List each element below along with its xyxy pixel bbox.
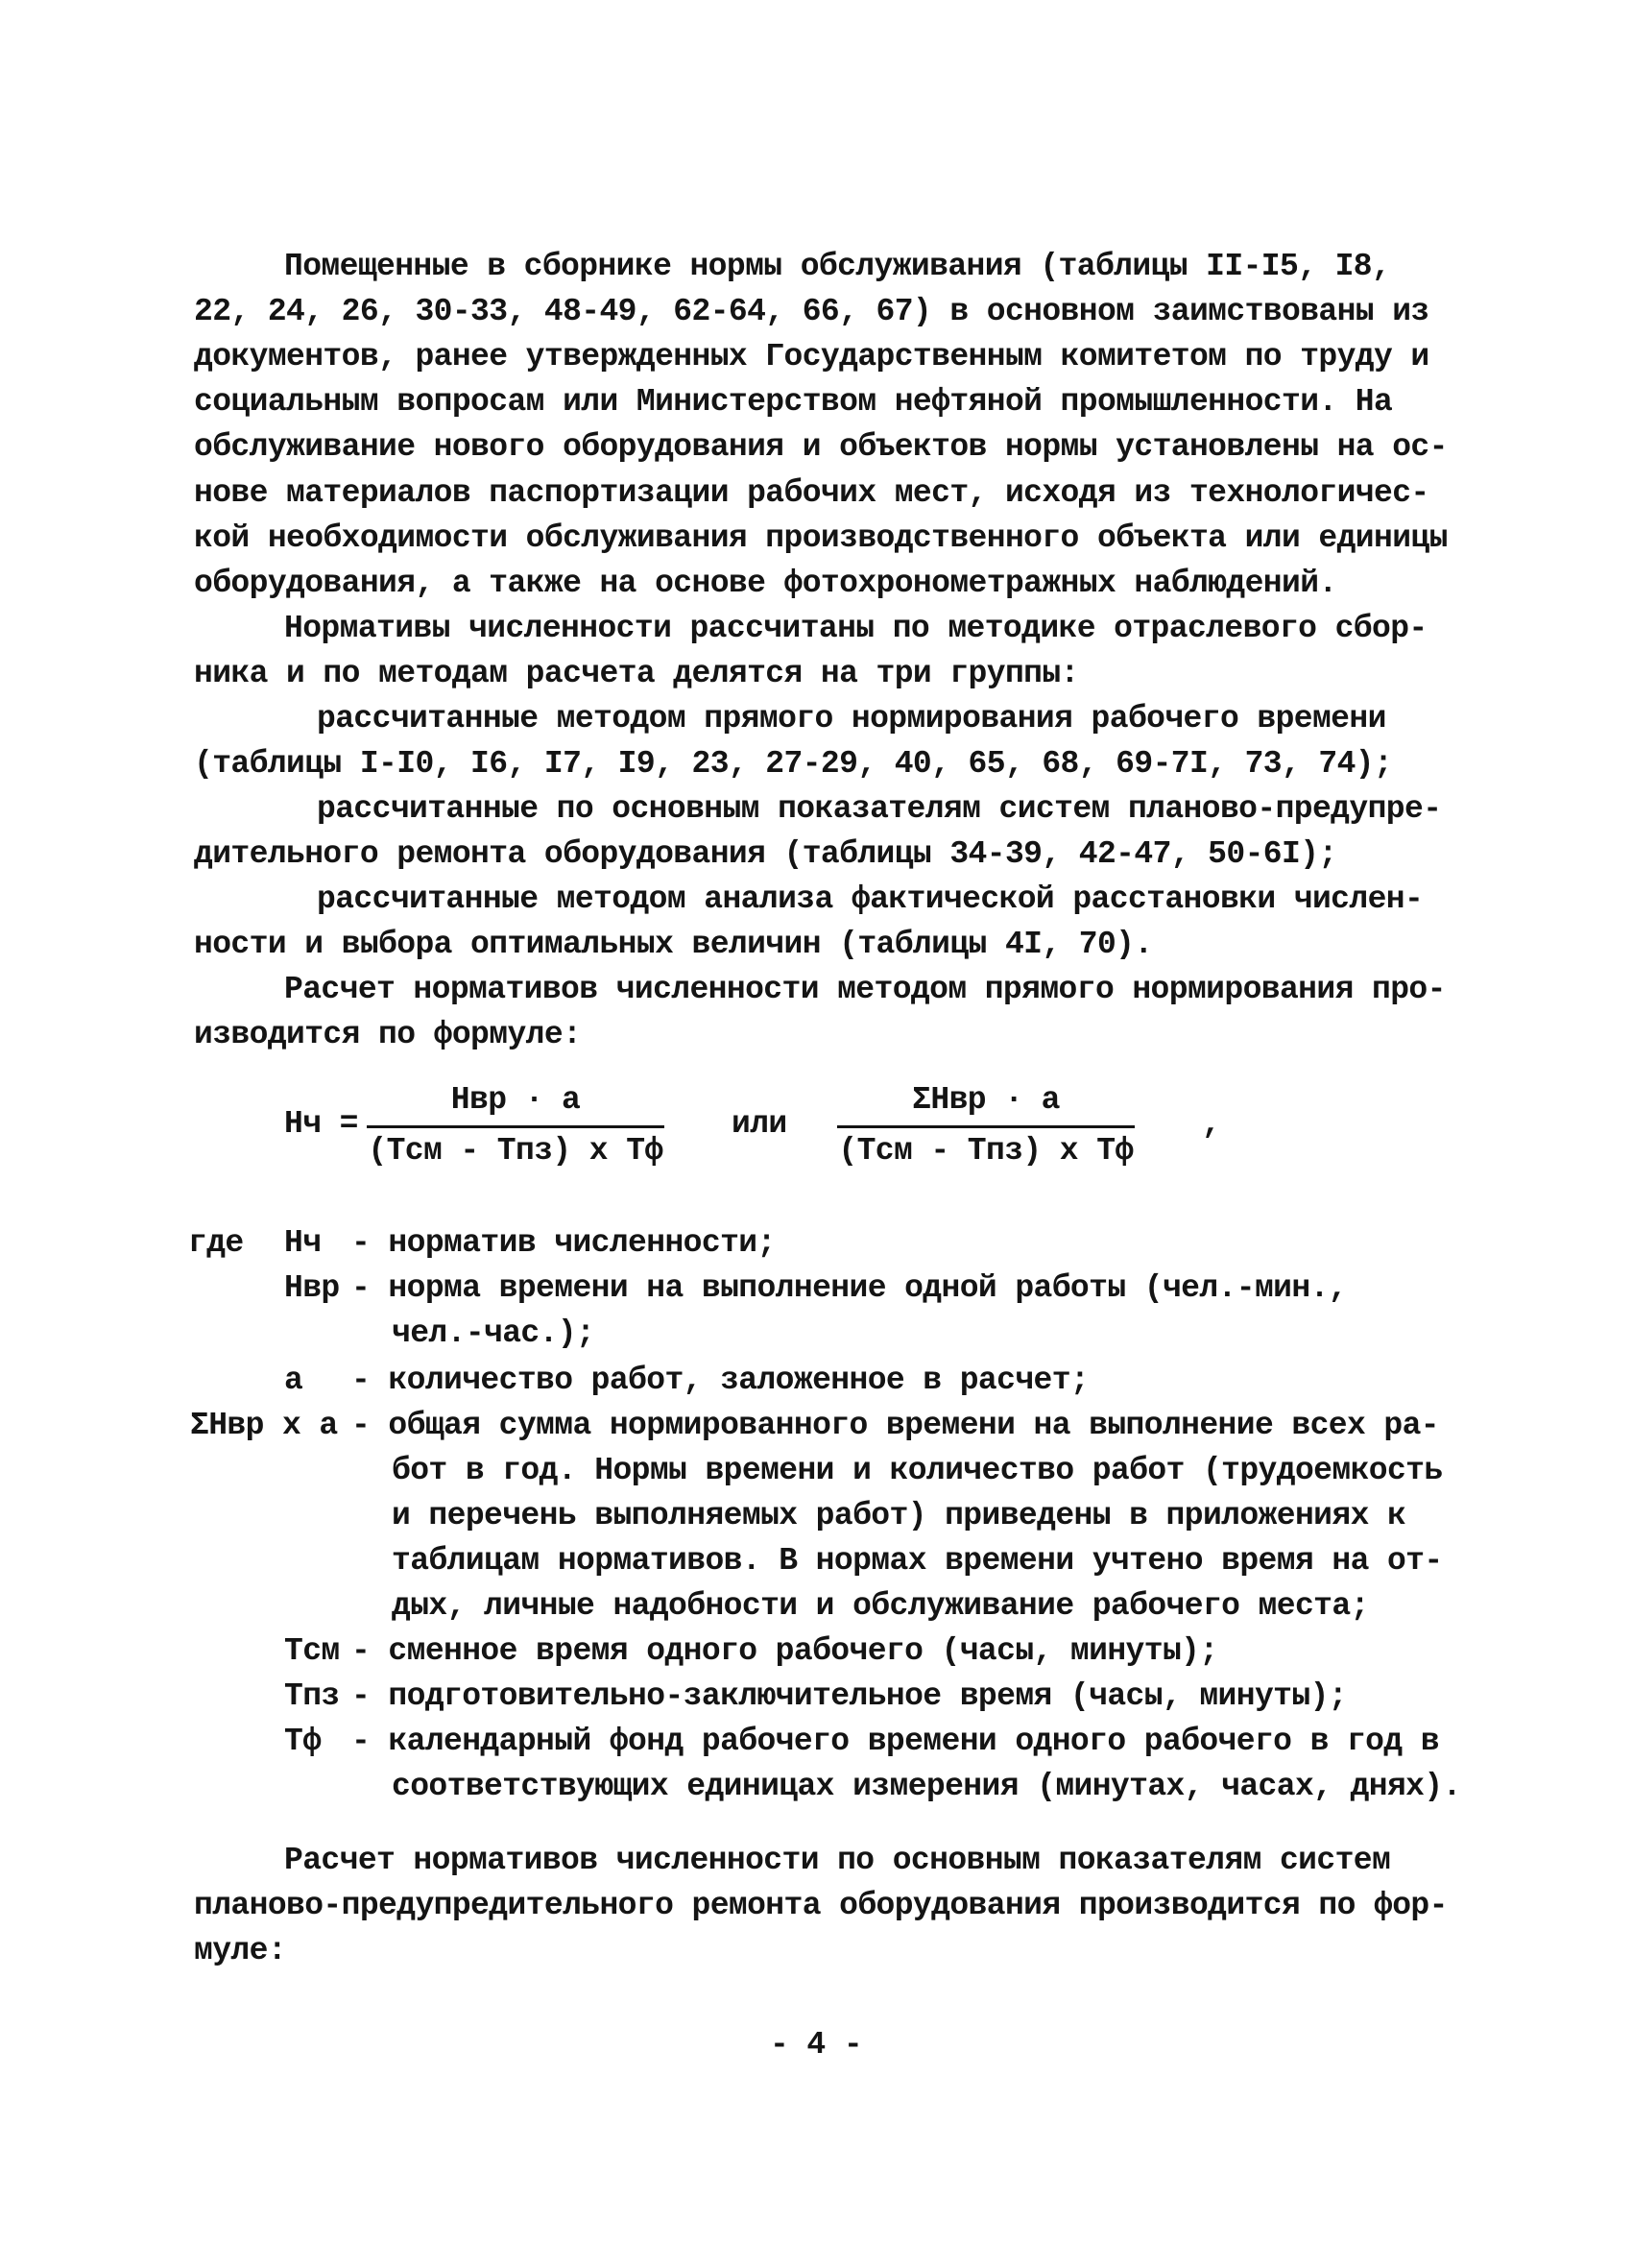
paragraph-1-line: документов, ранее утвержденных Государственным комитетом по труду и (194, 339, 1429, 374)
group-line: рассчитанные методом анализа фактической расстановки числен- (317, 881, 1424, 917)
definition-symbol: Нвр (284, 1270, 340, 1306)
formula-fraction-1 (367, 1081, 664, 1170)
paragraph-2-line: Нормативы численности рассчитаны по методике отраслевого сбор- (284, 611, 1428, 646)
group-line: рассчитанные методом прямого нормирования рабочего времени (317, 701, 1386, 736)
definition-text: соответствующих единицах измерения (минутах, часах, днях). (392, 1769, 1461, 1804)
definition-text: - подготовительно-заключительное время (часы, минуты); (351, 1678, 1347, 1714)
paragraph-4-line: планово-предупредительного ремонта оборудования производится по фор- (194, 1888, 1448, 1923)
formula-comma: , (1202, 1106, 1221, 1142)
definition-text: - сменное время одного рабочего (часы, минуты); (351, 1633, 1218, 1669)
definition-text: таблицам нормативов. В нормах времени учтено время на от- (392, 1543, 1443, 1579)
formula-fraction-2 (837, 1081, 1135, 1170)
definition-text: бот в год. Нормы времени и количество работ (трудоемкость (392, 1453, 1443, 1488)
group-line: рассчитанные по основным показателям систем планово-предупре- (317, 791, 1442, 827)
paragraph-1-line: нове материалов паспортизации рабочих мест, исходя из технологичес- (194, 475, 1429, 511)
definition-symbol: ΣНвр х а (190, 1408, 338, 1443)
definition-text: и перечень выполняемых работ) приведены в приложениях к (392, 1498, 1406, 1533)
paragraph-1-line: Помещенные в сборнике нормы обслуживания (таблицы II-I5, I8, (284, 249, 1391, 284)
paragraph-4-line: Расчет нормативов численности по основным показателям систем (284, 1843, 1391, 1878)
definition-text: чел.-час.); (392, 1315, 595, 1351)
definition-text: - норма времени на выполнение одной работы (чел.-мин., (351, 1270, 1347, 1306)
where-label: где (188, 1225, 244, 1261)
paragraph-1-line: оборудования, а также на основе фотохронометражных наблюдений. (194, 566, 1337, 601)
definition-text: - общая сумма нормированного времени на выполнение всех ра- (351, 1408, 1439, 1443)
definition-text: - норматив численности; (351, 1225, 776, 1261)
formula-or: или (732, 1106, 787, 1142)
definition-symbol: Нч (284, 1225, 322, 1261)
fraction-1-numerator: Нвр · а (367, 1081, 664, 1128)
fraction-2-denominator: (Тсм - Тпз) х Тф (838, 1133, 1134, 1169)
group-line: ности и выбора оптимальных величин (таблицы 4I, 70). (194, 927, 1153, 962)
definition-symbol: Тпз (284, 1678, 340, 1714)
paragraph-1-line: социальным вопросам или Министерством нефтяной промышленности. На (194, 384, 1393, 420)
paragraph-4-line: муле: (194, 1933, 287, 1968)
definition-symbol: а (284, 1363, 303, 1398)
paragraph-1-line: 22, 24, 26, 30-33, 48-49, 62-64, 66, 67) в основном заимствованы из (194, 294, 1429, 329)
definition-symbol: Тсм (284, 1633, 340, 1669)
paragraph-1-line: кой необходимости обслуживания производственного объекта или единицы (194, 520, 1448, 556)
formula-lhs: Нч = (284, 1106, 358, 1142)
definition-text: - количество работ, заложенное в расчет; (351, 1363, 1090, 1398)
definition-symbol: Тф (284, 1724, 322, 1759)
paragraph-3-line: Расчет нормативов численности методом прямого нормирования про- (284, 972, 1446, 1007)
fraction-2-numerator: ΣНвр · а (837, 1081, 1135, 1128)
definition-text: - календарный фонд рабочего времени одного рабочего в год в (351, 1724, 1439, 1759)
paragraph-2-line: ника и по методам расчета делятся на три группы: (194, 656, 1079, 691)
paragraph-3-line: изводится по формуле: (194, 1017, 582, 1052)
group-line: дительного ремонта оборудования (таблицы 34-39, 42-47, 50-6I); (194, 836, 1337, 872)
page-number: - 4 - (770, 2027, 863, 2063)
definition-text: дых, личные надобности и обслуживание рабочего места; (392, 1588, 1369, 1624)
group-line: (таблицы I-I0, I6, I7, I9, 23, 27-29, 40, 65, 68, 69-7I, 73, 74); (194, 746, 1393, 782)
fraction-1-denominator: (Тсм - Тпз) х Тф (368, 1133, 663, 1169)
paragraph-1-line: обслуживание нового оборудования и объектов нормы установлены на ос- (194, 429, 1448, 465)
